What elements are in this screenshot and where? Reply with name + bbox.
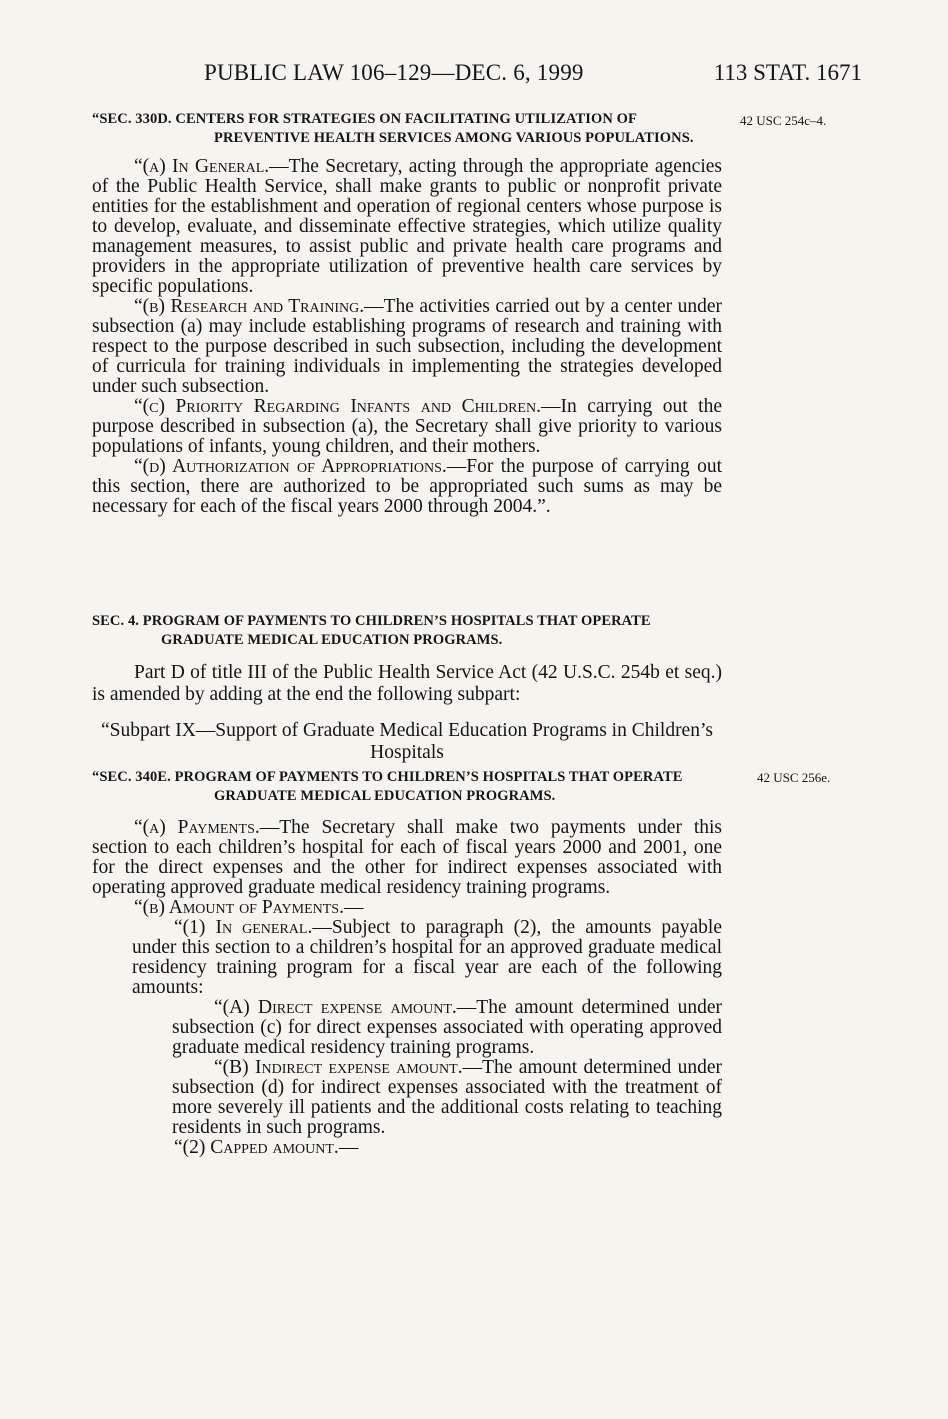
subsection-text: —The activities carried out by a center under subsection (a) may include establishing programs of research and training with respect to the purpose described in such subsection, including the development of curricula for training individuals in implementing the strategies developed under such subsection.	[92, 296, 722, 397]
subpart-heading: “Subpart IX—Support of Graduate Medical Education Programs in Children’s Hospitals	[101, 720, 713, 763]
subsection-heading: “(d) Authorization of Appropriations.	[134, 456, 447, 477]
margin-citation-330d: 42 USC 254c–4.	[740, 113, 827, 128]
subsection-text: —In carrying out the purpose described in subsection (a), the Secretary shall give priority to various populations of infants, young children, and their mothers.	[92, 396, 723, 457]
section-4	[92, 612, 722, 764]
subparagraph-text: —The amount determined under subsection (c) for direct expenses associated with operating approved graduate medical residency training programs.	[172, 997, 722, 1058]
subparagraph-340e-bB	[92, 1058, 722, 1138]
subsection-330d-b	[92, 297, 722, 397]
paragraph-340e-b2	[92, 1138, 722, 1158]
subsection-text: —	[343, 897, 364, 918]
subsection-heading: “(a) Payments.	[134, 817, 260, 838]
subsection-330d-d	[92, 457, 722, 517]
section-330d-heading: “SEC. 330D. CENTERS FOR STRATEGIES ON FACILITATING UTILIZATION OF PREVENTIVE HEALTH SERVICES AMONG VARIOUS POPULATIONS.	[92, 111, 694, 146]
subsection-heading: “(a) In General.	[134, 156, 270, 177]
subsection-340e-b	[92, 898, 722, 918]
subparagraph-heading: “(B) Indirect expense amount.	[214, 1057, 463, 1078]
section-330d	[92, 110, 722, 517]
page-header	[92, 60, 862, 94]
subparagraph-340e-bA	[92, 998, 722, 1058]
subsection-330d-a	[92, 157, 722, 297]
paragraph-heading: “(2) Capped amount.	[174, 1137, 339, 1158]
paragraph-heading: “(1) In general.	[174, 917, 313, 938]
paragraph-340e-b1	[92, 918, 722, 998]
subsection-340e-a	[92, 818, 722, 898]
subsection-heading: “(b) Amount of Payments.	[134, 897, 344, 918]
subsection-text: —For the purpose of carrying out this section, there are authorized to be appropriated such sums as may be necessary for each of the fiscal years 2000 through 2004.”.	[92, 456, 722, 517]
subsection-heading: “(c) Priority Regarding Infants and Children.	[134, 396, 541, 417]
margin-citation-340e: 42 USC 256e.	[757, 770, 831, 785]
paragraph-text: —Subject to paragraph (2), the amounts payable under this section to a children’s hospital for an approved graduate medical residency training program for a fiscal year are each of the following amounts:	[132, 917, 722, 998]
subsection-heading: “(b) Research and Training.	[134, 296, 365, 317]
subparagraph-heading: “(A) Direct expense amount.	[214, 997, 457, 1018]
section-340e-heading: “SEC. 340E. PROGRAM OF PAYMENTS TO CHILDREN’S HOSPITALS THAT OPERATE GRADUATE MEDICAL EDUCATION PROGRAMS.	[92, 769, 683, 804]
paragraph-text: —	[338, 1137, 359, 1158]
subsection-text: —The Secretary, acting through the appropriate agencies of the Public Health Service, shall make grants to public or nonprofit private entities for the establishment and operation of regional centers whose purpose is to develop, evaluate, and disseminate effective strategies, which utilize quality management measures, to assist public and private health care programs and providers in the appropriate utilization of preventive health care services by specific populations.	[92, 156, 722, 297]
running-head: PUBLIC LAW 106–129—DEC. 6, 1999	[204, 60, 584, 85]
stat-page-number: 113 STAT. 1671	[713, 60, 862, 85]
section-4-heading: SEC. 4. PROGRAM OF PAYMENTS TO CHILDREN’S HOSPITALS THAT OPERATE GRADUATE MEDICAL EDUCATION PROGRAMS.	[92, 613, 651, 648]
subparagraph-text: —The amount determined under subsection (d) for indirect expenses associated with the treatment of more severely ill patients and the additional costs relating to teaching residents in such programs.	[172, 1057, 722, 1138]
amendatory-text: Part D of title III of the Public Health Service Act (42 U.S.C. 254b et seq.) is amended by adding at the end the following subpart:	[92, 662, 722, 705]
subsection-330d-c	[92, 397, 722, 457]
section-340e	[92, 768, 722, 1158]
subsection-text: —The Secretary shall make two payments under this section to each children’s hospital for each of fiscal years 2000 and 2001, one for the direct expenses and the other for indirect expenses associated with operating approved graduate medical residency training programs.	[92, 817, 722, 898]
